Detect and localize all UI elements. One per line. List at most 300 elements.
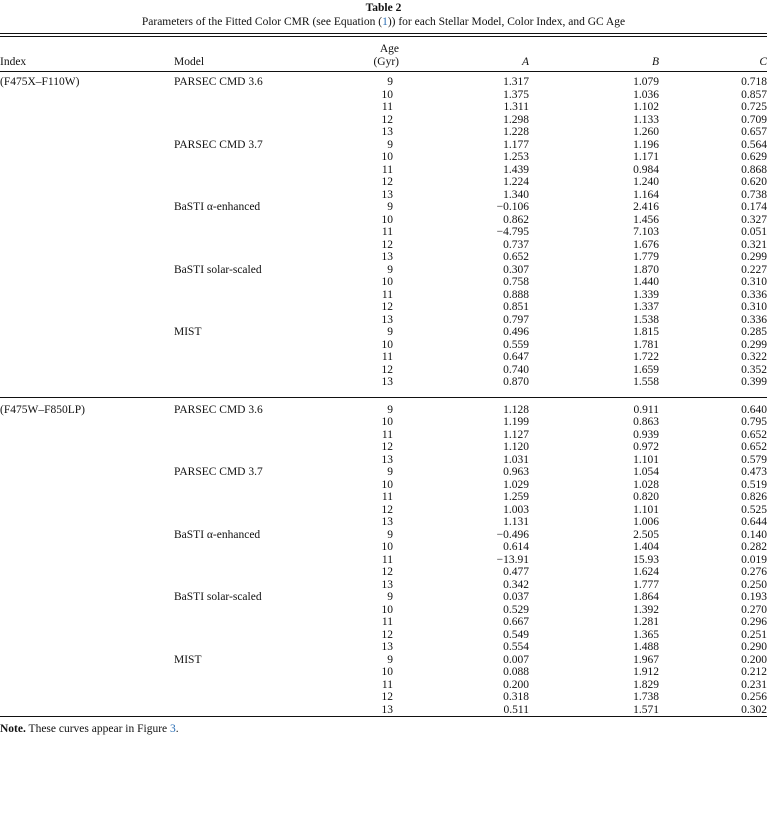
cell-age: 13 xyxy=(381,578,393,591)
subtitle-text-after: )) for each Stellar Model, Color Index, and GC Age xyxy=(387,16,626,28)
cell-model xyxy=(174,276,338,289)
table-row xyxy=(0,404,767,417)
table-row xyxy=(0,654,767,667)
cell-a: 1.120 xyxy=(503,441,529,453)
cell-a: 0.554 xyxy=(503,641,529,653)
cell-age: 11 xyxy=(381,616,393,628)
cell-age: 13 xyxy=(381,188,393,201)
cell-c: 0.644 xyxy=(741,516,767,528)
cell-model: BaSTI solar-scaled xyxy=(174,263,262,276)
cell-b: 1.624 xyxy=(633,566,659,578)
cell-model: BaSTI α-enhanced xyxy=(174,528,261,541)
cell-a: 1.253 xyxy=(503,151,529,163)
cell-b: 1.079 xyxy=(633,76,659,88)
cell-a: 1.317 xyxy=(503,76,529,88)
cell-b: 1.036 xyxy=(633,88,659,101)
cell-b: 1.339 xyxy=(633,288,659,301)
cell-c: 0.174 xyxy=(741,201,767,213)
table-row xyxy=(0,641,767,654)
cell-age: 9 xyxy=(387,528,393,541)
cell-c: 0.310 xyxy=(741,301,767,313)
cell-c: 0.738 xyxy=(741,188,767,201)
cell-index xyxy=(0,466,174,479)
cell-a: 1.298 xyxy=(503,113,529,126)
table-row xyxy=(0,151,767,164)
cell-c: 0.299 xyxy=(741,251,767,263)
cell-index xyxy=(0,441,174,454)
cell-b: 1.571 xyxy=(633,703,659,716)
cell-model xyxy=(174,114,338,127)
table-row xyxy=(0,604,767,617)
cell-a: 0.342 xyxy=(503,578,529,591)
cell-a: 0.007 xyxy=(503,653,529,666)
cell-c: 0.227 xyxy=(741,263,767,276)
cell-c: 0.140 xyxy=(741,528,767,541)
cell-b: 1.738 xyxy=(633,691,659,703)
cell-a: 1.031 xyxy=(503,453,529,466)
cell-age: 13 xyxy=(381,703,393,716)
cell-index xyxy=(0,276,174,289)
cell-index xyxy=(0,89,174,102)
cell-b: 1.281 xyxy=(633,616,659,628)
cell-a: 0.614 xyxy=(503,541,529,553)
cell-b: 1.260 xyxy=(633,126,659,138)
cell-a: 0.652 xyxy=(503,251,529,263)
table-row xyxy=(0,376,767,389)
cell-c: 0.640 xyxy=(741,403,767,416)
table-row xyxy=(0,579,767,592)
cell-index xyxy=(0,314,174,327)
table-row xyxy=(0,529,767,542)
cell-b: 2.416 xyxy=(633,201,659,213)
table-row xyxy=(0,339,767,352)
cell-model xyxy=(174,441,338,454)
cell-b: 1.722 xyxy=(633,351,659,363)
table-row xyxy=(0,251,767,264)
cell-age: 10 xyxy=(381,213,393,226)
cell-a: 0.088 xyxy=(503,666,529,678)
table-row xyxy=(0,704,767,717)
table-row xyxy=(0,164,767,177)
cell-a: 0.737 xyxy=(503,238,529,251)
cell-b: 0.863 xyxy=(633,416,659,428)
table-header xyxy=(0,37,767,72)
cell-index: (F475W–F850LP) xyxy=(0,403,85,416)
cell-age: 11 xyxy=(381,226,393,238)
table-title: Table 2 xyxy=(365,2,402,14)
cell-index xyxy=(0,491,174,504)
header-age xyxy=(338,37,423,72)
cell-b: 1.028 xyxy=(633,478,659,491)
cell-a: 0.758 xyxy=(503,276,529,288)
cell-a: 1.259 xyxy=(503,491,529,503)
table-row xyxy=(0,76,767,89)
cell-model xyxy=(174,164,338,177)
cell-a: 0.307 xyxy=(503,263,529,276)
cell-c: 0.321 xyxy=(741,238,767,251)
table-row xyxy=(0,89,767,102)
cell-age: 12 xyxy=(381,363,393,376)
cell-b: 15.93 xyxy=(633,553,659,566)
cell-b: 1.829 xyxy=(633,678,659,691)
table-row xyxy=(0,139,767,152)
cell-index xyxy=(0,126,174,139)
cell-c: 0.709 xyxy=(741,113,767,126)
cell-model xyxy=(174,429,338,442)
cell-index xyxy=(0,641,174,654)
cell-age: 10 xyxy=(381,88,393,101)
table-row xyxy=(0,441,767,454)
cell-b: 1.777 xyxy=(633,578,659,591)
cell-model xyxy=(174,579,338,592)
cell-model xyxy=(174,616,338,629)
cell-index xyxy=(0,139,174,152)
cell-model xyxy=(174,516,338,529)
cell-a: 0.862 xyxy=(503,213,529,226)
cell-a: 0.511 xyxy=(503,703,529,716)
cell-a: 0.963 xyxy=(503,466,529,478)
cell-age: 13 xyxy=(381,251,393,263)
cell-a: 0.888 xyxy=(503,288,529,301)
cell-model xyxy=(174,504,338,517)
cell-model xyxy=(174,479,338,492)
cell-age: 9 xyxy=(387,263,393,276)
table-row xyxy=(0,351,767,364)
header-age-line1: Age xyxy=(379,43,399,55)
table-row xyxy=(0,516,767,529)
cell-a: 1.311 xyxy=(503,101,529,113)
cell-age: 11 xyxy=(381,351,393,363)
cell-c: 0.352 xyxy=(741,363,767,376)
cell-a: 0.667 xyxy=(503,616,529,628)
table-row xyxy=(0,491,767,504)
bottom-rule xyxy=(0,716,767,717)
note-text-after: . xyxy=(175,723,179,735)
note-label: Note. xyxy=(0,723,26,735)
table-row xyxy=(0,264,767,277)
cell-b: 1.912 xyxy=(633,666,659,678)
cell-model: MIST xyxy=(174,653,202,666)
cell-model xyxy=(174,604,338,617)
cell-age: 12 xyxy=(381,113,393,126)
header-index: Index xyxy=(0,56,27,68)
cell-age: 9 xyxy=(387,403,393,416)
cell-index xyxy=(0,604,174,617)
table-row xyxy=(0,114,767,127)
cell-index xyxy=(0,554,174,567)
cell-age: 11 xyxy=(381,553,393,566)
cell-a: 0.740 xyxy=(503,363,529,376)
cell-model xyxy=(174,566,338,579)
cell-model xyxy=(174,376,338,389)
parameters-table xyxy=(0,37,767,716)
cell-c: 0.051 xyxy=(741,226,767,238)
cell-a: 0.549 xyxy=(503,628,529,641)
cell-b: 0.939 xyxy=(633,428,659,441)
cell-c: 0.270 xyxy=(741,603,767,616)
cell-b: 1.240 xyxy=(633,176,659,188)
cell-c: 0.019 xyxy=(741,553,767,566)
table-row xyxy=(0,629,767,642)
cell-c: 0.231 xyxy=(741,678,767,691)
table-subtitle xyxy=(0,15,767,29)
cell-b: 1.404 xyxy=(633,541,659,553)
cell-c: 0.285 xyxy=(741,326,767,338)
cell-model xyxy=(174,214,338,227)
cell-c: 0.310 xyxy=(741,276,767,288)
cell-a: 1.199 xyxy=(503,416,529,428)
cell-model xyxy=(174,364,338,377)
cell-age: 12 xyxy=(381,301,393,313)
cell-c: 0.251 xyxy=(741,628,767,641)
table-row xyxy=(0,364,767,377)
table-row xyxy=(0,591,767,604)
cell-a: 0.797 xyxy=(503,313,529,326)
table-row xyxy=(0,666,767,679)
table-row xyxy=(0,201,767,214)
cell-b: 1.365 xyxy=(633,628,659,641)
cell-c: 0.322 xyxy=(741,351,767,363)
table-row xyxy=(0,466,767,479)
cell-age: 11 xyxy=(381,428,393,441)
cell-age: 10 xyxy=(381,416,393,428)
cell-model xyxy=(174,189,338,202)
cell-index xyxy=(0,704,174,717)
cell-a: 1.228 xyxy=(503,126,529,138)
cell-model xyxy=(174,541,338,554)
cell-index xyxy=(0,454,174,467)
cell-b: 1.659 xyxy=(633,363,659,376)
cell-c: 0.868 xyxy=(741,163,767,176)
cell-index xyxy=(0,376,174,389)
table-row xyxy=(0,454,767,467)
cell-model xyxy=(174,704,338,717)
cell-model xyxy=(174,666,338,679)
cell-model: BaSTI solar-scaled xyxy=(174,591,262,603)
cell-age: 13 xyxy=(381,376,393,388)
cell-age: 13 xyxy=(381,126,393,138)
cell-a: 0.496 xyxy=(503,326,529,338)
cell-c: 0.296 xyxy=(741,616,767,628)
cell-index xyxy=(0,654,174,667)
cell-model: PARSEC CMD 3.6 xyxy=(174,76,263,88)
table-row xyxy=(0,616,767,629)
cell-index xyxy=(0,416,174,429)
cell-age: 9 xyxy=(387,326,393,338)
cell-c: 0.725 xyxy=(741,101,767,113)
cell-b: 7.103 xyxy=(633,226,659,238)
cell-c: 0.336 xyxy=(741,288,767,301)
table-note xyxy=(0,723,767,735)
cell-model: PARSEC CMD 3.7 xyxy=(174,138,263,151)
equation-link[interactable]: 1 xyxy=(382,16,388,28)
cell-model xyxy=(174,641,338,654)
cell-model xyxy=(174,126,338,139)
cell-c: 0.795 xyxy=(741,416,767,428)
cell-c: 0.399 xyxy=(741,376,767,388)
table-row xyxy=(0,541,767,554)
note-text-before: These curves appear in Figure xyxy=(25,723,171,735)
cell-c: 0.200 xyxy=(741,653,767,666)
table-body xyxy=(0,72,767,717)
cell-b: 0.820 xyxy=(633,491,659,503)
cell-index xyxy=(0,579,174,592)
cell-b: 1.164 xyxy=(633,188,659,201)
cell-model xyxy=(174,176,338,189)
cell-index xyxy=(0,616,174,629)
cell-c: 0.336 xyxy=(741,313,767,326)
cell-c: 0.473 xyxy=(741,466,767,478)
cell-age: 10 xyxy=(381,478,393,491)
cell-model xyxy=(174,239,338,252)
cell-a: −4.795 xyxy=(496,226,529,238)
cell-c: 0.657 xyxy=(741,126,767,138)
cell-c: 0.579 xyxy=(741,453,767,466)
cell-index xyxy=(0,479,174,492)
table-row xyxy=(0,566,767,579)
cell-a: 1.177 xyxy=(503,138,529,151)
cell-a: 0.870 xyxy=(503,376,529,388)
cell-index xyxy=(0,289,174,302)
cell-a: 0.477 xyxy=(503,566,529,578)
cell-c: 0.193 xyxy=(741,591,767,603)
cell-b: 1.870 xyxy=(633,263,659,276)
header-age-line2: (Gyr) xyxy=(373,56,399,68)
cell-age: 12 xyxy=(381,176,393,188)
cell-a: 1.439 xyxy=(503,163,529,176)
cell-model xyxy=(174,251,338,264)
cell-b: 1.456 xyxy=(633,213,659,226)
cell-c: 0.826 xyxy=(741,491,767,503)
table-row xyxy=(0,276,767,289)
cell-index xyxy=(0,201,174,214)
cell-b: 0.972 xyxy=(633,441,659,453)
cell-a: 0.200 xyxy=(503,678,529,691)
cell-b: 1.864 xyxy=(633,591,659,603)
cell-b: 1.101 xyxy=(633,503,659,516)
cell-b: 1.102 xyxy=(633,101,659,113)
cell-a: 0.647 xyxy=(503,351,529,363)
cell-c: 0.327 xyxy=(741,213,767,226)
cell-index xyxy=(0,591,174,604)
cell-index xyxy=(0,351,174,364)
cell-index xyxy=(0,251,174,264)
cell-b: 1.171 xyxy=(633,151,659,163)
cell-b: 1.196 xyxy=(633,138,659,151)
cell-model: BaSTI α-enhanced xyxy=(174,201,261,213)
cell-age: 13 xyxy=(381,453,393,466)
cell-index xyxy=(0,101,174,114)
cell-model xyxy=(174,301,338,314)
cell-index xyxy=(0,326,174,339)
section-gap xyxy=(0,389,767,398)
figure-link[interactable]: 3 xyxy=(170,723,176,735)
cell-index xyxy=(0,339,174,352)
cell-a: 0.559 xyxy=(503,338,529,351)
cell-model xyxy=(174,454,338,467)
cell-age: 9 xyxy=(387,466,393,478)
table-row xyxy=(0,691,767,704)
cell-model xyxy=(174,691,338,704)
cell-b: 1.101 xyxy=(633,453,659,466)
cell-index xyxy=(0,239,174,252)
cell-c: 0.629 xyxy=(741,151,767,163)
table-row xyxy=(0,504,767,517)
cell-a: 1.128 xyxy=(503,403,529,416)
cell-a: 1.127 xyxy=(503,428,529,441)
cell-age: 11 xyxy=(381,163,393,176)
cell-c: 0.282 xyxy=(741,541,767,553)
cell-age: 10 xyxy=(381,666,393,678)
cell-b: 1.538 xyxy=(633,313,659,326)
cell-model xyxy=(174,101,338,114)
cell-c: 0.620 xyxy=(741,176,767,188)
cell-age: 12 xyxy=(381,441,393,453)
cell-model xyxy=(174,416,338,429)
cell-a: 1.340 xyxy=(503,188,529,201)
cell-age: 12 xyxy=(381,503,393,516)
cell-index xyxy=(0,226,174,239)
table-row xyxy=(0,429,767,442)
cell-index xyxy=(0,541,174,554)
header-c: C xyxy=(759,56,767,68)
cell-model xyxy=(174,629,338,642)
cell-b: 1.133 xyxy=(633,113,659,126)
cell-model xyxy=(174,89,338,102)
cell-index: (F475X–F110W) xyxy=(0,76,80,88)
cell-c: 0.525 xyxy=(741,503,767,516)
table-row xyxy=(0,176,767,189)
table-row xyxy=(0,289,767,302)
cell-b: 1.054 xyxy=(633,466,659,478)
cell-age: 9 xyxy=(387,653,393,666)
cell-age: 11 xyxy=(381,678,393,691)
cell-model xyxy=(174,226,338,239)
cell-age: 9 xyxy=(387,591,393,603)
cell-b: 1.967 xyxy=(633,653,659,666)
cell-age: 11 xyxy=(381,491,393,503)
cell-model xyxy=(174,151,338,164)
cell-c: 0.652 xyxy=(741,428,767,441)
cell-age: 12 xyxy=(381,691,393,703)
cell-c: 0.718 xyxy=(741,76,767,88)
header-b: B xyxy=(651,56,659,68)
cell-age: 12 xyxy=(381,238,393,251)
cell-age: 10 xyxy=(381,276,393,288)
cell-age: 11 xyxy=(381,101,393,113)
cell-c: 0.276 xyxy=(741,566,767,578)
cell-model xyxy=(174,314,338,327)
cell-index xyxy=(0,176,174,189)
cell-b: 1.337 xyxy=(633,301,659,313)
cell-c: 0.299 xyxy=(741,338,767,351)
table-row xyxy=(0,554,767,567)
cell-model xyxy=(174,554,338,567)
cell-a: 0.037 xyxy=(503,591,529,603)
cell-a: −13.91 xyxy=(496,553,529,566)
cell-c: 0.519 xyxy=(741,478,767,491)
cell-model: MIST xyxy=(174,326,202,338)
cell-age: 13 xyxy=(381,313,393,326)
cell-b: 0.984 xyxy=(633,163,659,176)
cell-a: 0.851 xyxy=(503,301,529,313)
cell-age: 10 xyxy=(381,603,393,616)
cell-b: 1.676 xyxy=(633,238,659,251)
cell-model: PARSEC CMD 3.6 xyxy=(174,403,263,416)
cell-a: 1.003 xyxy=(503,503,529,516)
cell-age: 9 xyxy=(387,76,393,88)
cell-model xyxy=(174,491,338,504)
